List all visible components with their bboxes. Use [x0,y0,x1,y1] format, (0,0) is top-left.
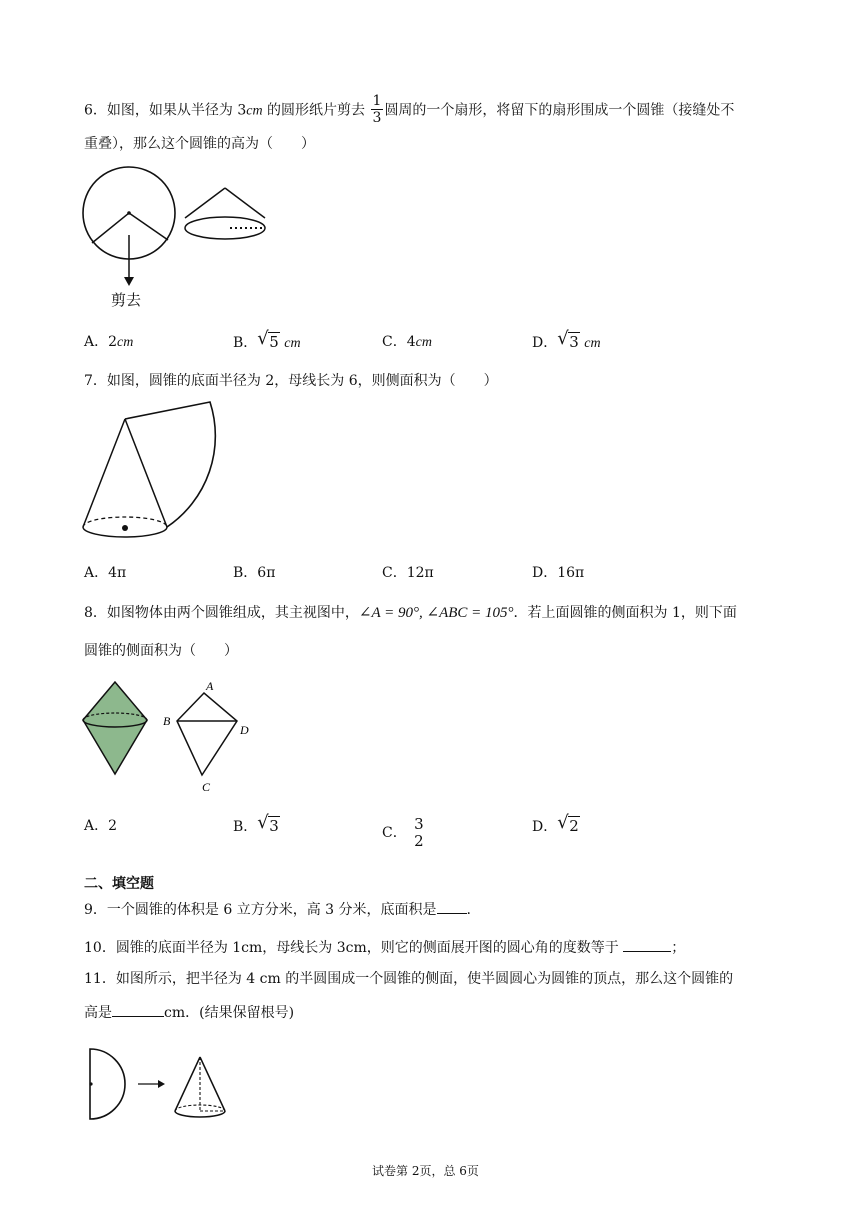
q9-text: 9．一个圆锥的体积是 6 立方分米，高 3 分米，底面积是 . [84,902,471,918]
q8-point-a: A [206,679,214,693]
q6-text-a: 如图，如果从半径为 3 [106,102,247,119]
q7-option-a: A．4π [84,565,127,581]
q6-option-b: B．√ 5 cm [233,332,301,354]
q11-line2: 高是 cm．(结果保留根号) [84,1005,295,1021]
q10-text: 10．圆锥的底面半径为 1cm，母线长为 3cm，则它的侧面展开图的圆心角的度数等于 ； [84,940,686,956]
q11-line1: 11．如图所示，把半径为 4 cm 的半圆围成一个圆锥的侧面，使半圆圆心为圆锥的顶点，那么这个圆锥的 [84,971,734,987]
q6-figure-label: 剪去 [111,291,142,309]
q8-option-c: C． 3 2 [382,815,424,850]
q8-point-c: C [202,780,211,794]
q8-option-b: B．√ 3 [233,816,280,837]
q7-figure [80,402,220,542]
q6-option-c: C．4cm [382,334,432,350]
q8-point-b: B [163,714,171,728]
q6-option-d: D．√ 3 cm [532,332,601,354]
q8-math: ∠A = 90°, ∠ABC = 105° [358,605,514,621]
q8-option-d: D．√ 2 [532,816,580,837]
q6-number: 6． [84,102,107,119]
q6-line1 [84,94,734,127]
q6-fraction-numerator: 1 [372,93,382,109]
section-title: 二、填空题 [84,876,154,892]
q6-text-c: 圆周的一个扇形，将留下的扇形围成一个圆锥（接缝处不 [384,102,735,119]
q10-blank [623,939,671,952]
q6-line2: 重叠），那么这个圆锥的高为（ ） [84,136,315,152]
q11-figure [85,1046,245,1126]
q11-blank [112,1004,164,1017]
q7-text: 7．如图，圆锥的底面半径为 2，母线长为 6，则侧面积为（ ） [84,373,498,389]
q6-figure [80,165,280,315]
q6-fraction-denominator: 3 [372,110,382,126]
q8-line2: 圆锥的侧面积为（ ） [84,643,238,659]
q7-option-c: C．12π [382,565,434,581]
q7-number: 7． [84,373,107,389]
q6-unit: cm [246,103,263,119]
q8-number: 8． [84,605,107,621]
q8-option-a: A．2 [84,818,118,834]
q8-figure [80,676,270,801]
q7-option-b: B．6π [233,565,276,581]
page-footer: 试卷第 2页，总 6页 [372,1164,479,1178]
q7-option-d: D．16π [532,565,585,581]
q8-line1: 8．如图物体由两个圆锥组成，其主视图中，∠A = 90°, ∠ABC = 105°．若上面圆锥的侧面积为 1，则下面 [84,605,737,621]
q6-fraction [371,93,384,126]
q8-point-d: D [240,723,249,737]
q9-blank [437,901,467,914]
q6-text-b: 的圆形纸片剪去 [262,102,366,119]
q6-option-a: A．2cm [84,334,134,350]
